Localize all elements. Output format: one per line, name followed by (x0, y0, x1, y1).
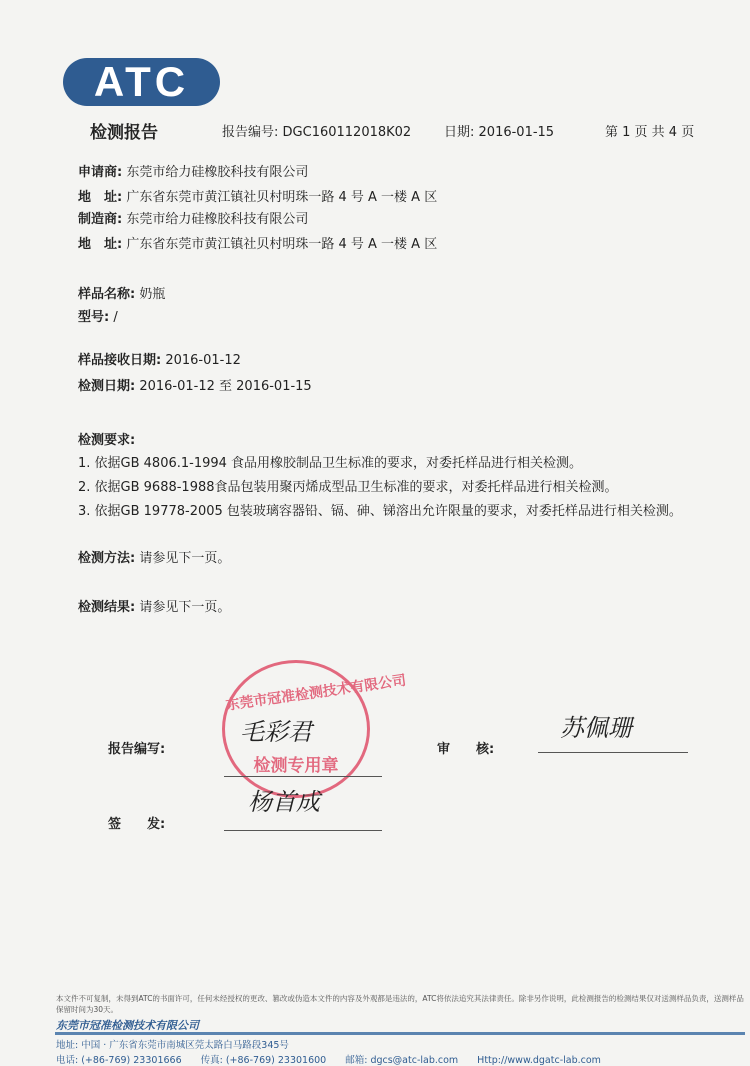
method-label: 检测方法: (78, 551, 136, 566)
report-date (444, 121, 554, 140)
requirement-item: 3. 依据GB 19778-2005 包装玻璃容器铅、镉、砷、锑溶出允许限量的要求，对委托样品进行相关检测。 (78, 504, 682, 519)
page-indicator: 第 1 页 共 4 页 (605, 125, 695, 140)
received-value: 2016-01-12 (165, 353, 241, 368)
date-label: 日期: (444, 125, 475, 140)
address-label: 地 址: (78, 190, 123, 205)
report-number (222, 121, 411, 140)
requirement-item: 1. 依据GB 4806.1-1994 食品用橡胶制品卫生标准的要求，对委托样品进行相关检测。 (78, 456, 583, 471)
result-value: 请参见下一页。 (139, 600, 231, 615)
footer-company: 东莞市冠准检测技术有限公司 (56, 1019, 199, 1032)
sample-name-value: 奶瓶 (139, 287, 166, 302)
result-label: 检测结果: (78, 600, 136, 615)
manufacturer-value: 东莞市给力硅橡胶科技有限公司 (126, 212, 309, 227)
received-date (78, 349, 241, 368)
model-value: / (113, 310, 118, 325)
test-result (78, 596, 230, 615)
manufacturer-label: 制造商: (78, 212, 123, 227)
requirements-label: 检测要求: (78, 433, 136, 448)
applicant-address (78, 186, 437, 205)
reviewer-signature-line (538, 752, 688, 753)
model (78, 306, 118, 325)
applicant-value: 东莞市给力硅橡胶科技有限公司 (126, 165, 309, 180)
address-value: 广东省东莞市黄江镇社贝村明珠一路 4 号 A 一楼 A 区 (126, 190, 438, 205)
sample-name-label: 样品名称: (78, 287, 136, 302)
disclaimer: 本文件不可复制，未得到ATC的书面许可，任何未经授权的更改、篡改或伪造本文件的内容及外观都是违法的，ATC将依法追究其法律责任。除非另作说明，此检测报告的检测结果仅对送测样品负责，送测样品保留时间为30天。 (56, 994, 744, 1014)
requirement-item: 2. 依据GB 9688-1988食品包装用聚丙烯成型品卫生标准的要求，对委托样品进行相关检测。 (78, 480, 618, 495)
footer-contact: 电话: (+86-769) 23301666 传真: (+86-769) 23301600 邮箱: dgcs@atc-lab.com Http://www.dgatc-lab.com (56, 1055, 601, 1066)
test-method (78, 547, 230, 566)
issuer-signature: 杨首成 (248, 788, 320, 816)
author-signature: 毛彩君 (240, 718, 312, 746)
seal-arc-text: 东莞市冠准检测技术有限公司 (224, 672, 408, 714)
test-date (78, 375, 312, 394)
report-number-value: DGC160112018K02 (282, 125, 412, 140)
test-date-label: 检测日期: (78, 379, 136, 394)
manufacturer (78, 208, 308, 227)
document-title: 检测报告 (90, 123, 158, 143)
sample-name (78, 283, 165, 302)
method-value: 请参见下一页。 (139, 551, 231, 566)
issuer-signature-line (224, 830, 382, 831)
address-value: 广东省东莞市黄江镇社贝村明珠一路 4 号 A 一楼 A 区 (126, 237, 438, 252)
author-label: 报告编写: (108, 742, 166, 757)
footer-address: 地址: 中国 · 广东省东莞市南城区莞太路白马路段345号 (56, 1040, 289, 1051)
atc-logo: ATC (63, 58, 220, 106)
address-label: 地 址: (78, 237, 123, 252)
received-label: 样品接收日期: (78, 353, 162, 368)
applicant-label: 申请商: (78, 165, 123, 180)
reviewer-signature: 苏佩珊 (560, 714, 632, 742)
footer-divider (55, 1032, 745, 1035)
seal-center-text: 检测专用章 (253, 756, 339, 776)
test-date-value: 2016-01-12 至 2016-01-15 (139, 379, 312, 394)
date-value: 2016-01-15 (478, 125, 555, 140)
issuer-label: 签 发: (108, 817, 166, 832)
author-signature-line (224, 776, 382, 777)
manufacturer-address (78, 233, 437, 252)
reviewer-label: 审 核: (437, 742, 495, 757)
applicant (78, 161, 308, 180)
model-label: 型号: (78, 310, 110, 325)
report-number-label: 报告编号: (222, 125, 279, 140)
